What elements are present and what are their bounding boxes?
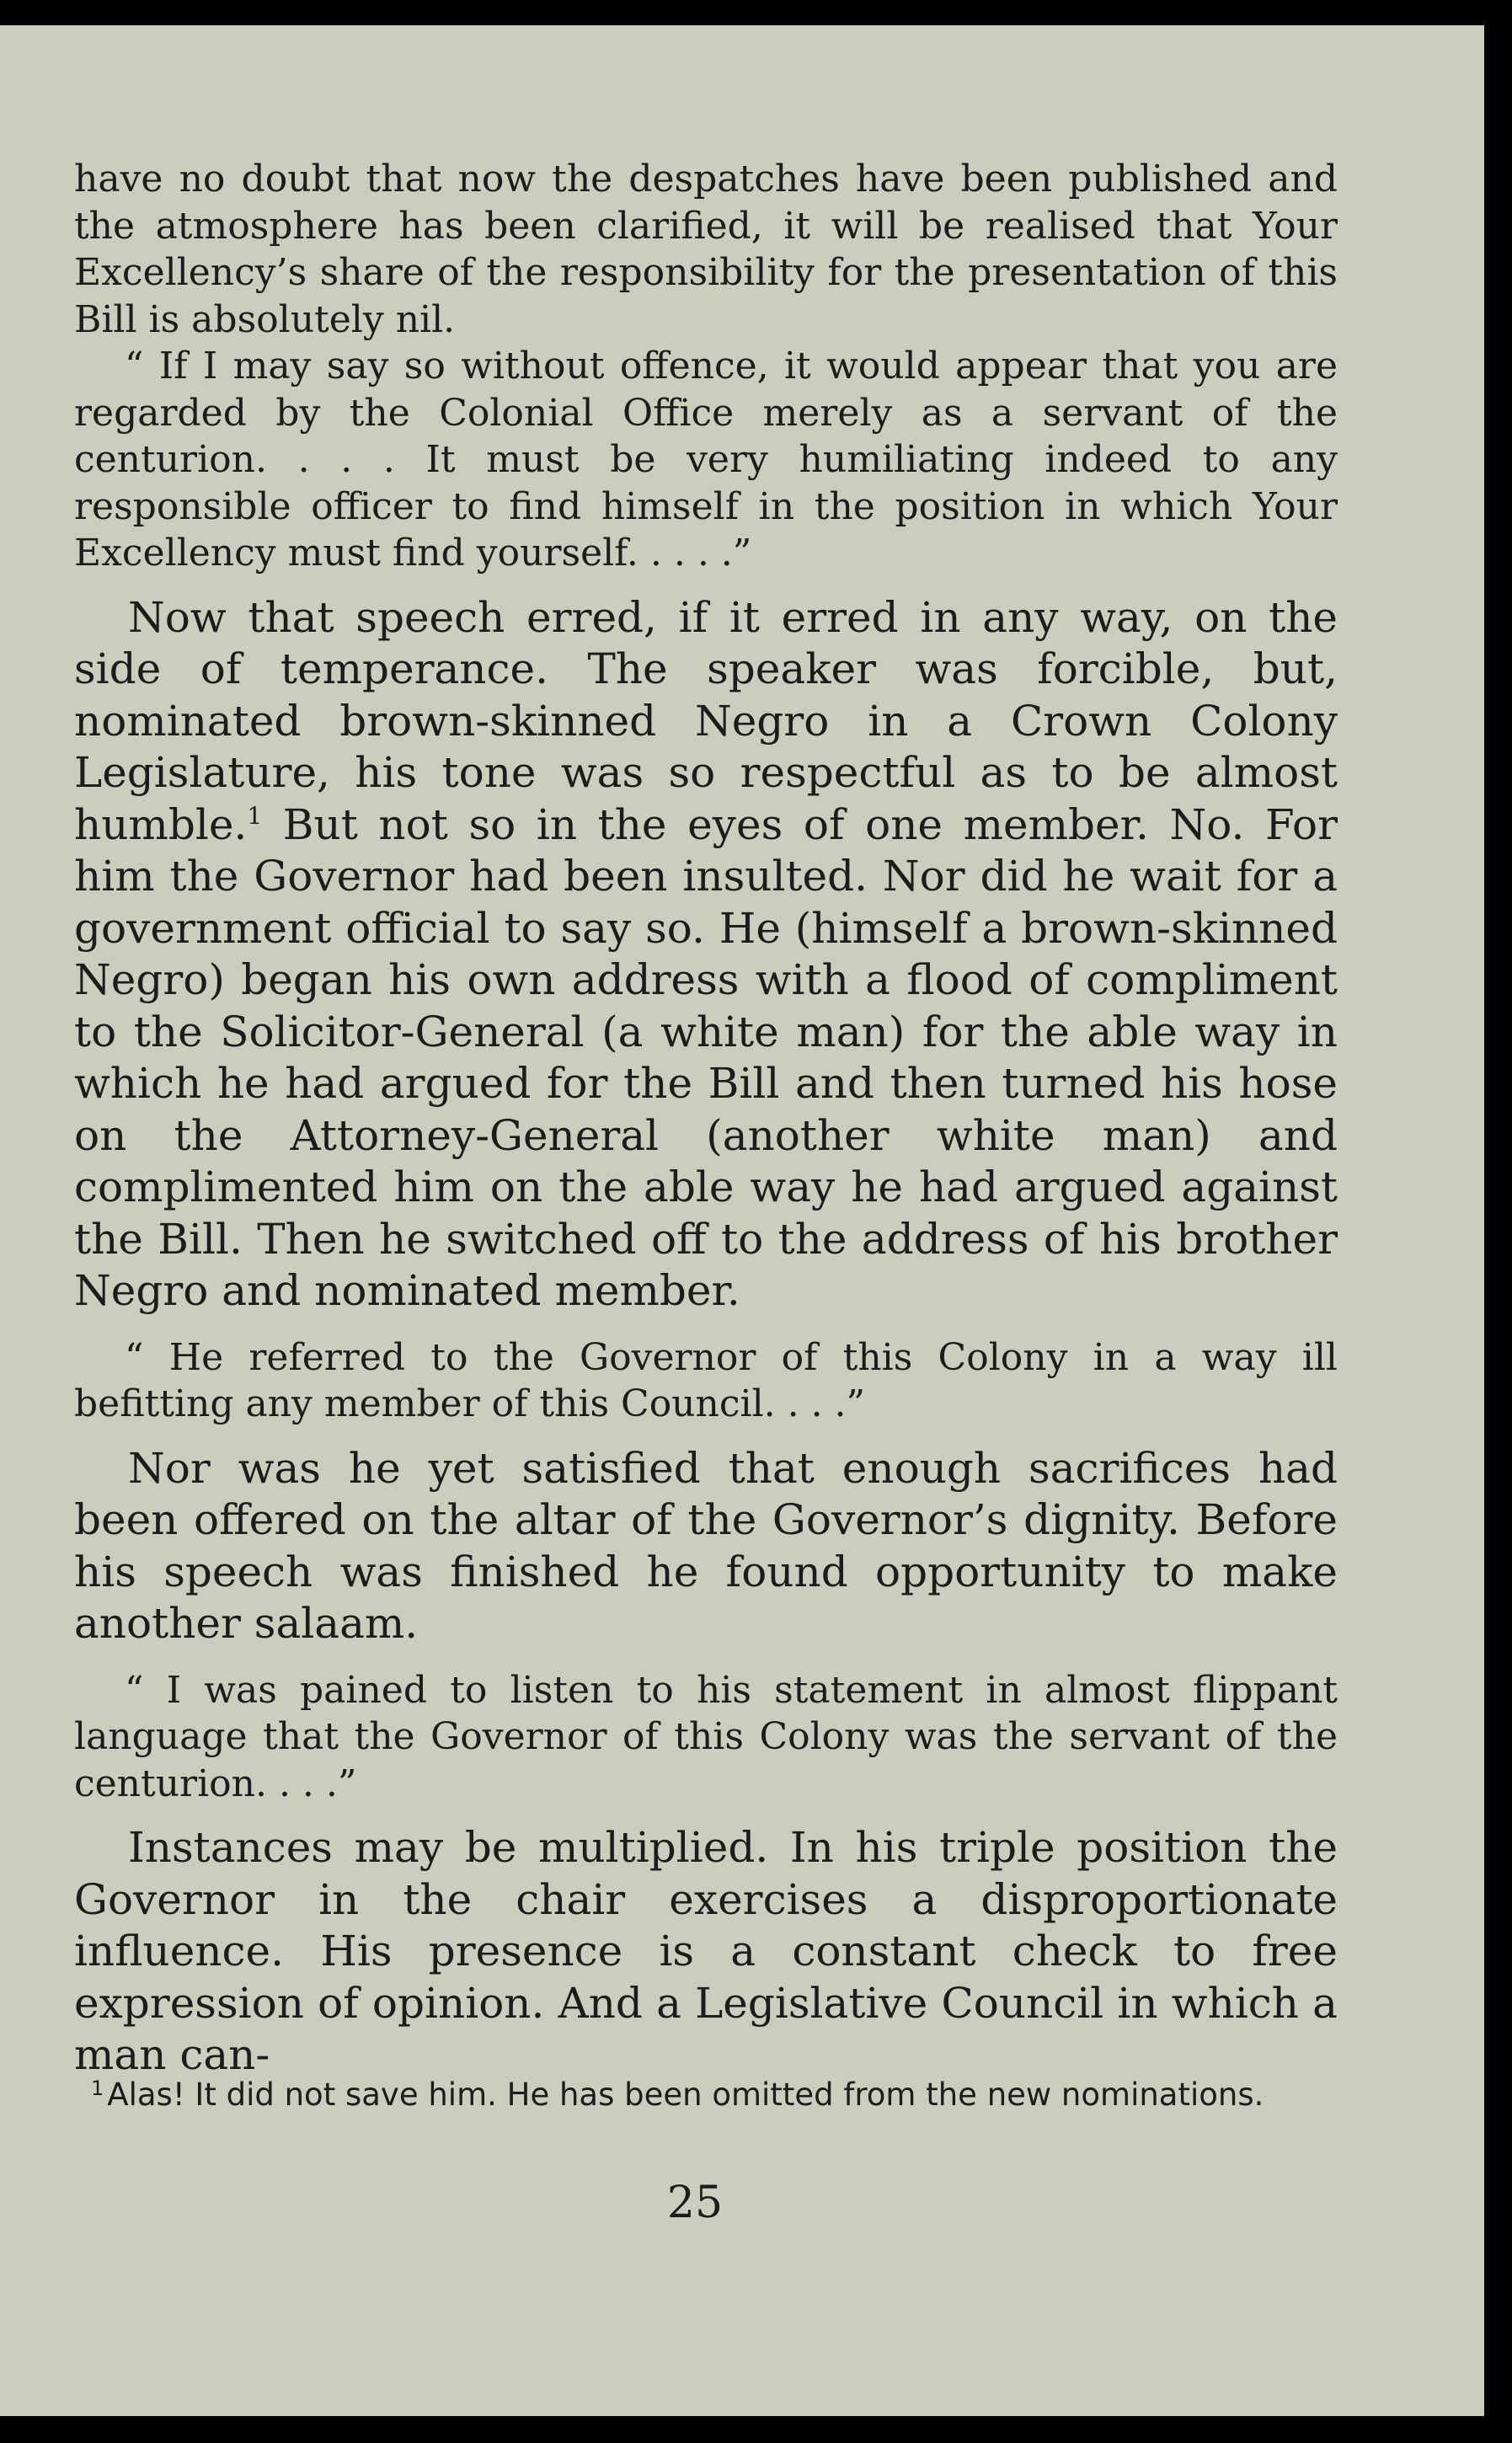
body-paragraph: Instances may be multiplied. In his triple position the Governor in the chair exercises a disproportionate influence. His presence is a constant check to free expression of opinion. And a Legislative Council in which a man can- — [74, 1823, 1338, 2079]
body-paragraph — [74, 592, 1338, 1318]
quote-paragraph: “ If I may say so without offence, it would appear that you are regarded by the Colonial Office merely as a servant of the centurion. . . . It must be very humiliating indeed to any responsible officer to find himself in the position in which Your Excellency must find yourself. . . . .” — [74, 345, 1338, 575]
quote-paragraph: “ He referred to the Governor of this Colony in a way ill befitting any member of this Council. . . .” — [74, 1335, 1338, 1425]
body-text: But not so in the eyes of one member. No. For him the Governor had been insulted. Nor did he wait for a government official to say so. He (himself a brown-skinned Negro) began his own address with a flood of compliment to the Solicitor-General (a white man) for the able way in which he had argued for the Bill and then turned his hose on the Attorney-General (another white man) and complimented him on the able way he had argued against the Bill. Then he switched off to the address of his brother Negro and nominated member. — [74, 799, 1338, 1315]
footnote — [69, 2074, 1324, 2115]
page-number: 25 — [666, 2178, 724, 2228]
quote-paragraph: “ I was pained to listen to his statement in almost flippant language that the Governor of this Colony was the servant of the centurion. . . .” — [74, 1668, 1338, 1805]
book-page — [0, 25, 1484, 2416]
quote-continuation: have no doubt that now the despatches have been published and the atmosphere has been clarified, it will be realised that Your Excellency’s share of the responsibility for the presentation of this Bill is absolutely nil. — [74, 158, 1338, 341]
main-text — [74, 156, 1338, 2082]
footnote-marker: 1 — [91, 2077, 104, 2100]
body-paragraph: Nor was he yet satisfied that enough sacrifices had been offered on the altar of the Governor’s dignity. Before his speech was finished he found opportunity to make another salaam. — [74, 1443, 1338, 1648]
footnote-reference: 1 — [247, 801, 263, 830]
body-text: Now that speech erred, if it erred in any way, on the side of temperance. The speaker was forcible, but, nominated brown-skinned Negro in a Crown Colony Legislature, his tone was so respectful as to be almost humble. — [74, 592, 1338, 849]
footnote-text: Alas! It did not save him. He has been omitted from the new nominations. — [107, 2077, 1264, 2113]
